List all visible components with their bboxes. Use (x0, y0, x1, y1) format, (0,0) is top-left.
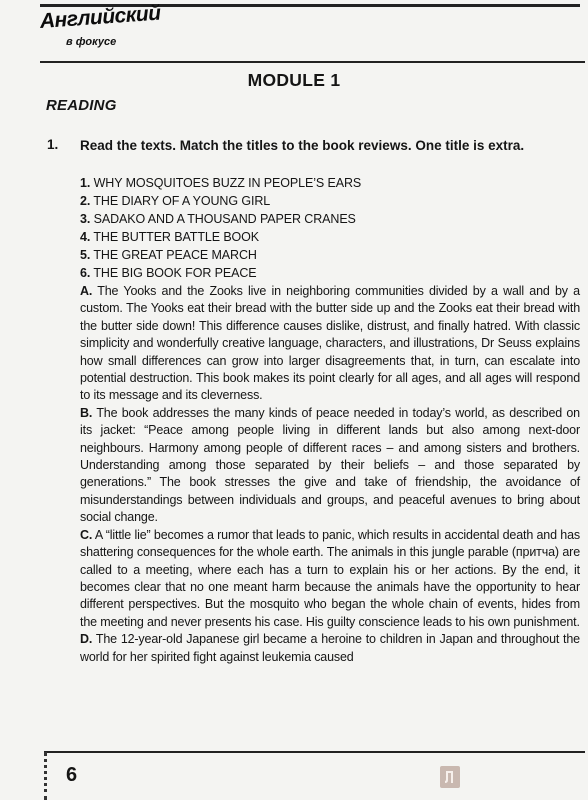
task-number: 1. (47, 137, 59, 152)
list-item (80, 210, 576, 228)
footer-rule (44, 751, 585, 753)
review-a (80, 283, 580, 405)
titles-list (80, 174, 576, 282)
module-title: MODULE 1 (247, 70, 341, 90)
review-text: A “little lie” becomes a rumor that leads to panic, which results in accidental death and has shattering consequences for the whole earth. The animals in this jungle parable (притча) are called to a meeting, where each has a turn to explain his or her actions. By the end, it becomes clear that no one meant harm because the animals have the opportunity to hear different perspectives. But the mosquito who began the whole chain of events, hides from the meeting and never presents his case. His guilty conscience leads to his own punishment. (80, 527, 580, 629)
page-number: 6 (66, 764, 78, 786)
list-item-text: THE GREAT PEACE MARCH (93, 248, 257, 262)
list-item (80, 192, 576, 210)
logo-subtitle: в фокусе (66, 36, 117, 48)
task-instruction: Read the texts. Match the titles to the book reviews. One title is extra. (80, 138, 525, 153)
list-item-text: WHY MOSQUITOES BUZZ IN PEOPLE’S EARS (93, 176, 362, 190)
list-item (80, 246, 576, 264)
list-item (80, 174, 576, 192)
list-item-text: SADAKO AND A THOUSAND PAPER CRANES (93, 212, 356, 226)
logo-title: Английский (39, 1, 162, 33)
list-item-text: THE BUTTER BATTLE BOOK (93, 230, 260, 244)
list-item-number: 1. (80, 176, 91, 190)
list-item-number: 3. (80, 212, 91, 226)
list-item-number: 4. (80, 230, 91, 244)
publisher-l-logo-icon (440, 766, 460, 788)
book-reviews (80, 283, 580, 666)
list-item-number: 2. (80, 194, 91, 208)
list-item (80, 264, 576, 282)
review-d (80, 631, 580, 666)
review-letter: C. (80, 527, 93, 542)
list-item-text: THE DIARY OF A YOUNG GIRL (93, 194, 271, 208)
review-text: The book addresses the many kinds of peace needed in today’s world, as described on its jacket: “Peace among people living in different lands but also among next-door neighbours. Harmony among people of different races – and among sisters and brothers. Understanding among those separated by their beliefs – and those separated by generations.” The book stresses the give and take of friendship, the avoidance of misunderstandings between individuals and groups, and peaceful avenues to bring about social change. (80, 405, 580, 525)
review-text: The Yooks and the Zooks live in neighboring communities divided by a wall and by a custom. The Yooks eat their bread with the butter side up and the Zooks eat their bread with the butter side down! This difference causes dislike, distrust, and finally hatred. With classic simplicity and wonderfully creative language, characters, and illustrations, Dr Seuss explains how small differences can grow into larger disagreements that, in turn, can escalate into potential destruction. This book makes its point clearly for all ages, and all ages will respond to its message and its cleverness. (80, 284, 580, 403)
review-b (80, 405, 580, 527)
list-item-number: 6. (80, 266, 91, 280)
header-rule (40, 61, 585, 63)
review-letter: D. (80, 632, 93, 647)
review-text: The 12-year-old Japanese girl became a heroine to children in Japan and throughout the world for her spirited fight against leukemia caused (80, 632, 580, 664)
section-heading: READING (46, 97, 117, 114)
list-item-text: THE BIG BOOK FOR PEACE (93, 266, 257, 280)
list-item (80, 228, 576, 246)
review-letter: B. (80, 405, 93, 420)
review-letter: A. (80, 284, 93, 298)
series-logo (39, 1, 162, 58)
margin-dotted-line (44, 752, 47, 800)
review-c (80, 527, 580, 631)
list-item-number: 5. (80, 248, 91, 262)
